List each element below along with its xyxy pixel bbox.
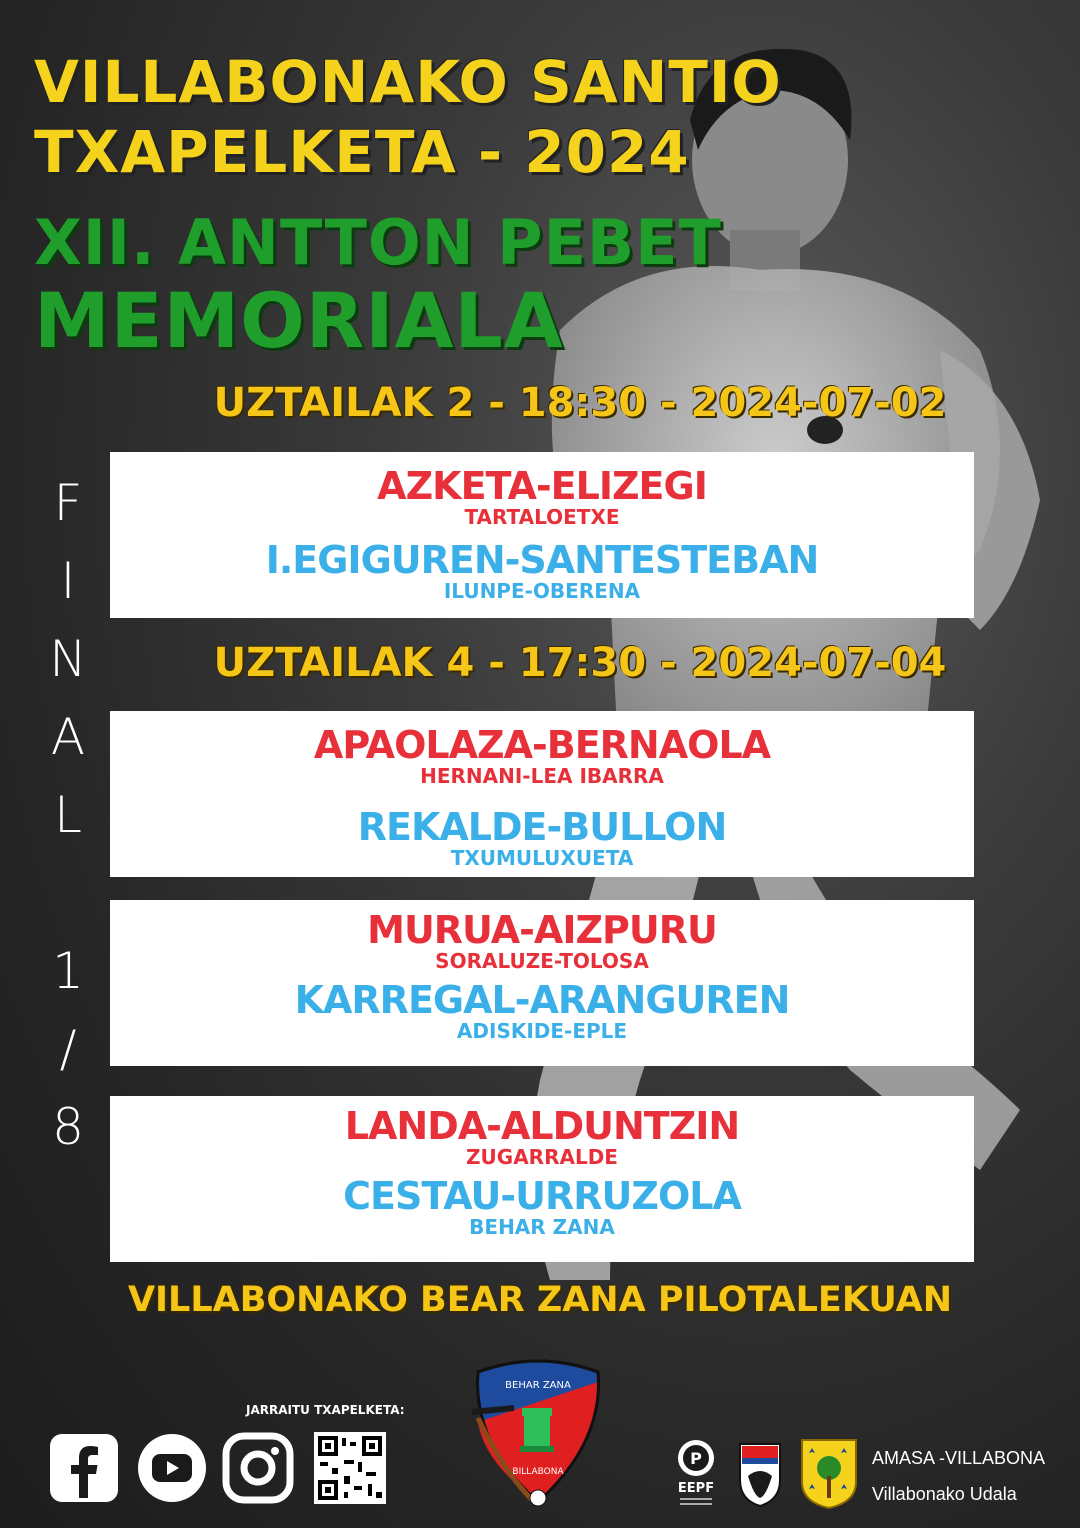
stage-letter-final-0: F [53,474,83,532]
follow-label: JARRAITU TXAPELKETA: [246,1403,405,1417]
stage-letter-eighth-1: / [59,1020,77,1078]
team-blue-name: REKALDE-BULLON [357,805,727,849]
stage-letter-final-2: N [49,630,87,688]
club-blue-name: BEHAR ZANA [469,1215,615,1239]
svg-text:P: P [690,1449,702,1468]
club-red-name: ZUGARRALDE [466,1145,618,1169]
crest-top-text: BEHAR ZANA [505,1380,571,1391]
team-blue-name: CESTAU-URRUZOLA [343,1174,741,1218]
match-box-final [110,452,974,618]
villabona-coat-of-arms [800,1438,858,1510]
final-date: UZTAILAK 2 - 18:30 - 2024-07-02 [213,380,947,426]
stage-letter-final-3: A [50,708,86,766]
title-line-1: VILLABONAKO SANTIO [34,48,782,116]
team-red-name: MURUA-AIZPURU [367,908,717,952]
match-box-eighth-1 [110,711,974,877]
qr-code[interactable] [314,1432,386,1504]
club-red-name: SORALUZE-TOLOSA [435,949,649,973]
facebook-icon[interactable] [48,1432,120,1504]
instagram-icon[interactable] [222,1432,294,1504]
team-red-name: APAOLAZA-BERNAOLA [313,723,771,767]
club-red-name: TARTALOETXE [464,505,620,529]
club-blue-name: TXUMULUXUETA [450,846,634,870]
eepf-logo [674,1438,718,1512]
match-box-eighth-2 [110,900,974,1066]
crest-bottom-text: BILLABONA [512,1467,564,1477]
stage-letter-final-1: I [60,552,76,610]
team-blue-name: KARREGAL-ARANGUREN [294,978,790,1022]
stage-letter-eighth-2: 8 [52,1098,84,1156]
title-line-2: TXAPELKETA - 2024 [34,118,690,186]
team-red-name: LANDA-ALDUNTZIN [344,1104,740,1148]
title-line-3: XII. ANTTON PEBET [34,206,722,279]
stage-letter-final-4: L [54,786,82,844]
match-box-eighth-3 [110,1096,974,1262]
stage-letter-eighth-0: 1 [52,942,84,1000]
town-name: AMASA -VILLABONA [872,1448,1046,1468]
town-council: Villabonako Udala [872,1484,1017,1504]
federation-shield [736,1440,784,1508]
team-red-name: AZKETA-ELIZEGI [377,464,707,508]
eighth-date: UZTAILAK 4 - 17:30 - 2024-07-04 [213,640,947,686]
title-line-4: MEMORIALA [34,276,564,365]
club-blue-name: ADISKIDE-EPLE [456,1019,628,1043]
youtube-icon[interactable] [136,1432,208,1504]
club-red-name: HERNANI-LEA IBARRA [420,764,664,788]
eepf-label: EEPF [677,1481,715,1496]
behar-zana-crest [464,1352,612,1512]
venue-text: VILLABONAKO BEAR ZANA PILOTALEKUAN [127,1280,953,1320]
club-blue-name: ILUNPE-OBERENA [443,579,641,603]
team-blue-name: I.EGIGUREN-SANTESTEBAN [265,538,819,582]
